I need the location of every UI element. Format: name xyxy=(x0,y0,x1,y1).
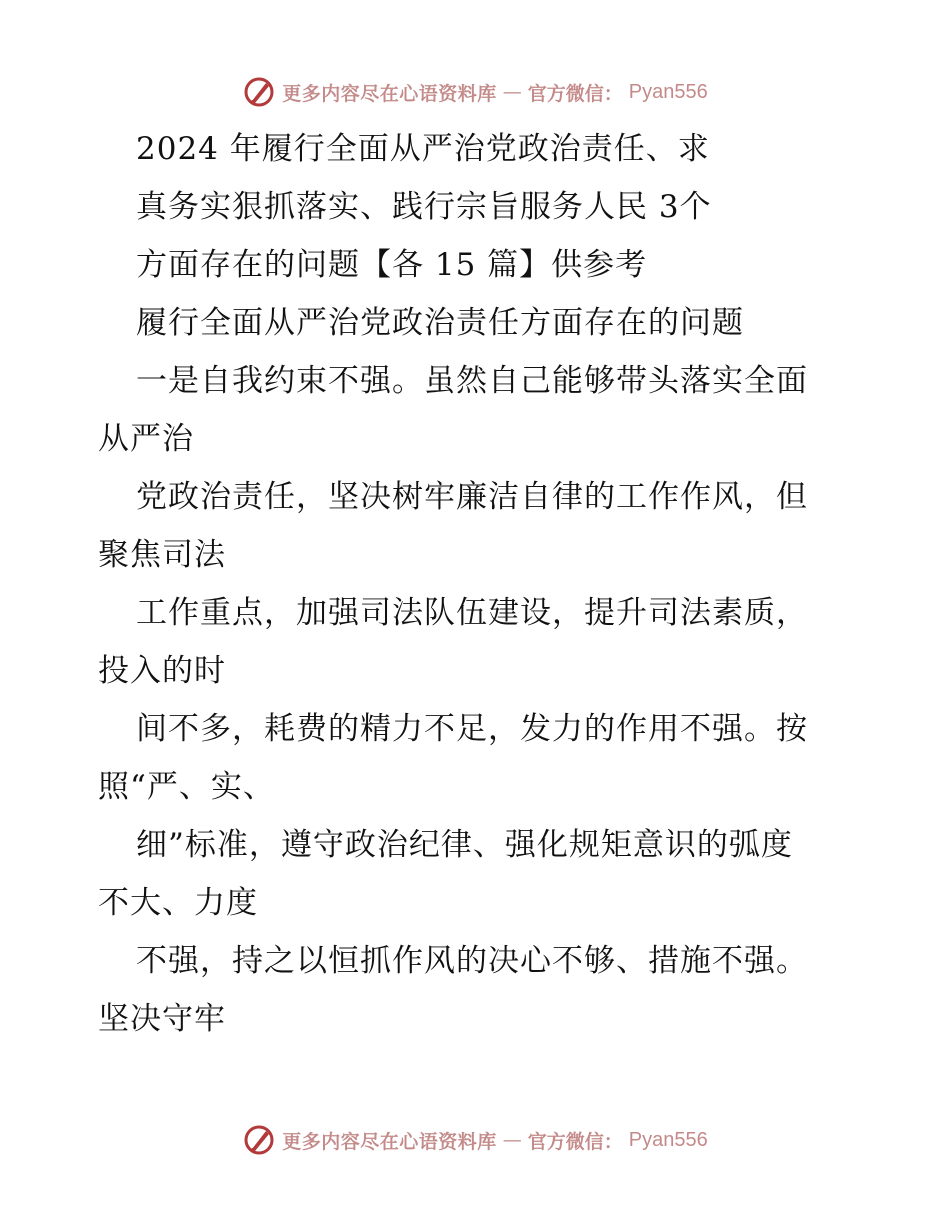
pen-logo-icon xyxy=(242,1123,276,1157)
body-line: 从严治 xyxy=(98,421,194,457)
body-line: 间不多，耗费的精力不足，发力的作用不强。按 xyxy=(136,711,808,747)
body-line: 不大、力度 xyxy=(98,885,258,921)
watermark-wechat-id: Pyan556 xyxy=(628,1128,708,1151)
body-line: 细”标准，遵守政治纪律、强化规矩意识的弧度 xyxy=(136,827,793,863)
body-line: 坚决守牢 xyxy=(98,1001,226,1037)
watermark-text: 更多内容尽在心语资料库 xyxy=(282,82,497,105)
footer-watermark xyxy=(0,1120,950,1160)
body-line: 党政治责任，坚决树牢廉洁自律的工作作风，但 xyxy=(136,479,808,515)
pen-logo-icon xyxy=(242,75,276,109)
watermark-dash: — xyxy=(502,1129,522,1151)
title-line-2: 真务实狠抓落实、践行宗旨服务人民 3个 xyxy=(136,189,712,225)
document-body xyxy=(98,120,858,1048)
body-paragraph xyxy=(98,352,858,1048)
body-line: 不强，持之以恒抓作风的决心不够、措施不强。 xyxy=(136,943,808,979)
body-line: 投入的时 xyxy=(98,653,226,689)
header-watermark xyxy=(0,72,950,112)
section-heading: 履行全面从严治党政治责任方面存在的问题 xyxy=(136,305,744,341)
title-line-1: 2024 年履行全面从严治党政治责任、求 xyxy=(136,131,710,167)
body-line: 照“严、实、 xyxy=(98,769,275,805)
watermark-wechat-label: 官方微信： xyxy=(527,82,623,105)
body-line: 聚焦司法 xyxy=(98,537,226,573)
title-line-3: 方面存在的问题【各 15 篇】供参考 xyxy=(136,247,648,283)
body-line: 一是自我约束不强。虽然自己能够带头落实全面 xyxy=(136,363,808,399)
watermark-dash: — xyxy=(502,81,522,103)
watermark-wechat-id: Pyan556 xyxy=(628,80,708,103)
watermark-wechat-label: 官方微信： xyxy=(527,1130,623,1153)
watermark-text: 更多内容尽在心语资料库 xyxy=(282,1130,497,1153)
body-line: 工作重点，加强司法队伍建设，提升司法素质， xyxy=(136,595,808,631)
